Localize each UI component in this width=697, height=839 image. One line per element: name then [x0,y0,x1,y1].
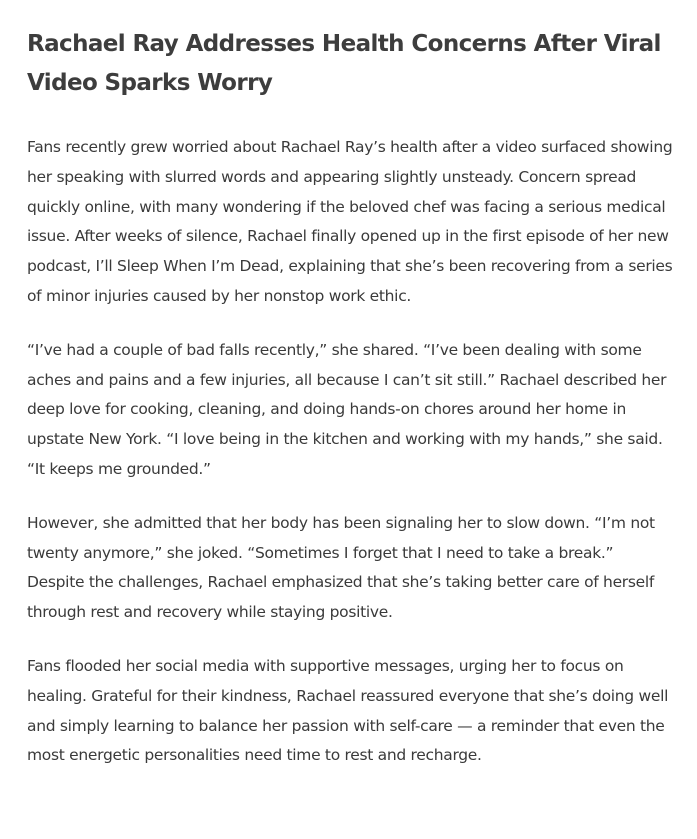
article-paragraph-4: Fans flooded her social media with supportive messages, urging her to focus on healing. Grateful for their kindness, Rachael reassured everyone that she’s doing well and simply learning to balance her passion with self-care — a reminder that even the most energetic personalities need time to rest and recharge. [27,656,669,765]
article-paragraph-2: “I’ve had a couple of bad falls recently,” she shared. “I’ve been dealing with some aches and pains and a few injuries, all because I can’t sit still.” Rachael described her deep love for cooking, cleaning, and doing hands-on chores around her home in upstate New York. “I love being in the kitchen and working with my hands,” she said. “It keeps me grounded.” [27,340,667,478]
article-paragraph-1: Fans recently grew worried about Rachael Ray’s health after a video surfaced showing her speaking with slurred words and appearing slightly unsteady. Concern spread quickly online, with many wondering if the beloved chef was facing a serious medical issue. After weeks of silence, Rachael finally opened up in the first episode of her new podcast, I’ll Sleep When I’m Dead, explaining that she’s been recovering from a series of minor injuries caused by her nonstop work ethic. [27,138,673,305]
article-title: Rachael Ray Addresses Health Concerns After Viral Video Sparks Worry [27,31,661,96]
article-body [27,133,673,771]
article-paragraph-3: However, she admitted that her body has been signaling her to slow down. “I’m not twenty anymore,” she joked. “Sometimes I forget that I need to take a break.” Despite the challenges, Rachael emphasized that she’s taking better care of herself through rest and recovery while staying positive. [27,513,655,622]
article [0,25,697,771]
